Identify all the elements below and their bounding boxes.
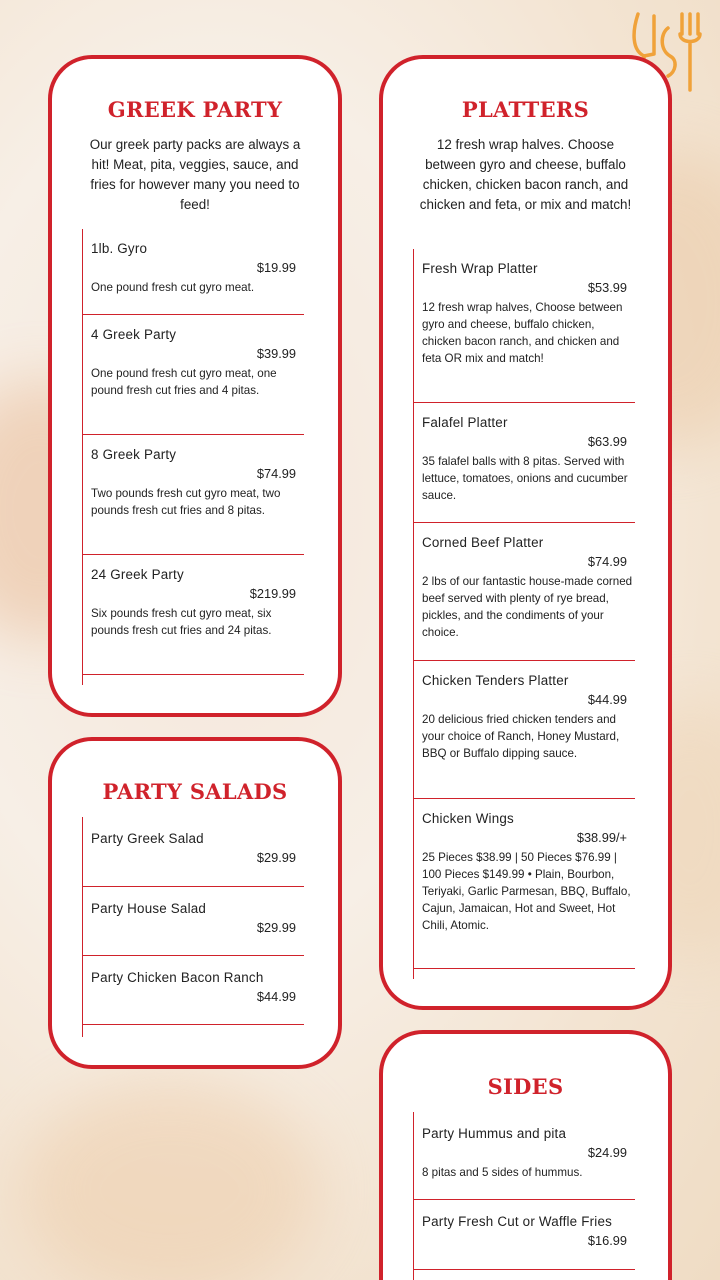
item-price: $74.99: [256, 466, 296, 481]
section-intro: Our greek party packs are always a hit! Meat, pita, veggies, sauce, and fries for however many you need to feed!: [89, 137, 301, 212]
section-intro: 12 fresh wrap halves. Choose between gyro and cheese, buffalo chicken, chicken bacon ranch, and chicken and feta, or mix and match!: [419, 137, 632, 212]
item-description: 2 lbs of our fantastic house-made corned beef served with plenty of rye bread, pickles, and the condiments of your choice.: [422, 575, 633, 639]
item-description: 12 fresh wrap halves, Choose between gyro and cheese, buffalo chicken, chicken bacon ranch, and chicken and feta OR mix and match!: [422, 301, 623, 365]
sides-card: [379, 1030, 672, 1280]
item-name: 8 Greek Party: [91, 447, 177, 462]
item-name: Party Fresh Cut or Waffle Fries: [422, 1214, 612, 1229]
item-name: Party Greek Salad: [91, 831, 204, 846]
item-price: $16.99: [587, 1233, 627, 1248]
item-price: $38.99/+: [576, 830, 627, 845]
background-blob: [20, 1080, 320, 1280]
menu-item[interactable]: [414, 661, 635, 799]
item-description: Two pounds fresh cut gyro meat, two pounds fresh cut fries and 8 pitas.: [91, 487, 281, 517]
item-price: $44.99: [256, 989, 296, 1004]
item-price: $24.99: [587, 1145, 627, 1160]
item-description: Six pounds fresh cut gyro meat, six pounds fresh cut fries and 24 pitas.: [91, 607, 272, 637]
item-name: 24 Greek Party: [91, 567, 184, 582]
menu-item[interactable]: [414, 249, 635, 403]
item-price: $53.99: [587, 280, 627, 295]
item-name: Falafel Platter: [422, 415, 508, 430]
menu-item-list: [82, 817, 304, 1037]
item-price: $29.99: [256, 850, 296, 865]
item-name: Chicken Tenders Platter: [422, 673, 569, 688]
section-title: PARTY SALADS: [102, 779, 288, 804]
menu-item[interactable]: [414, 523, 635, 661]
item-name: Chicken Wings: [422, 811, 514, 826]
menu-item[interactable]: [83, 435, 304, 555]
menu-item[interactable]: [83, 315, 304, 435]
item-name: Corned Beef Platter: [422, 535, 544, 550]
greek-party-card: [48, 55, 342, 717]
menu-item-list: [413, 249, 635, 979]
section-title: SIDES: [487, 1074, 564, 1099]
section-title: PLATTERS: [461, 97, 590, 122]
item-description: 35 falafel balls with 8 pitas. Served with lettuce, tomatoes, onions and cucumber sauce.: [422, 455, 628, 502]
menu-item-list: [413, 1112, 635, 1280]
menu-item[interactable]: [414, 1200, 635, 1270]
menu-item[interactable]: [83, 887, 304, 956]
item-name: 4 Greek Party: [91, 327, 177, 342]
item-name: 1lb. Gyro: [91, 241, 148, 256]
item-price: $39.99: [256, 346, 296, 361]
item-description: One pound fresh cut gyro meat.: [91, 281, 255, 294]
item-name: Fresh Wrap Platter: [422, 261, 538, 276]
item-description: One pound fresh cut gyro meat, one pound fresh cut fries and 4 pitas.: [91, 367, 277, 397]
item-description: 8 pitas and 5 sides of hummus.: [422, 1166, 583, 1179]
item-description: 20 delicious fried chicken tenders and your choice of Ranch, Honey Mustard, BBQ or Buffalo dipping sauce.: [422, 713, 620, 760]
menu-item[interactable]: [83, 817, 304, 887]
menu-item[interactable]: [83, 229, 304, 315]
menu-item-list: [82, 229, 304, 685]
menu-item[interactable]: [83, 956, 304, 1025]
item-name: Party Hummus and pita: [422, 1126, 567, 1141]
menu-item[interactable]: [83, 555, 304, 675]
item-price: $74.99: [587, 554, 627, 569]
item-price: $44.99: [587, 692, 627, 707]
item-price: $63.99: [587, 434, 627, 449]
menu-item[interactable]: [414, 799, 635, 969]
item-name: Party House Salad: [91, 901, 207, 916]
platters-card: [379, 55, 672, 1010]
item-price: $19.99: [256, 260, 296, 275]
item-name: Party Chicken Bacon Ranch: [91, 970, 264, 985]
item-price: $219.99: [249, 586, 296, 601]
section-title: GREEK PARTY: [107, 97, 283, 122]
menu-item[interactable]: [414, 403, 635, 523]
item-description: 25 Pieces $38.99 | 50 Pieces $76.99 | 100 Pieces $149.99 • Plain, Bourbon, Teriyaki, Garlic Parmesan, BBQ, Buffalo, Cajun, Jamaican, Hot and Sweet, Hot Chili, Atomic.: [422, 851, 631, 932]
menu-item[interactable]: [414, 1112, 635, 1200]
party-salads-card: [48, 737, 342, 1069]
item-price: $29.99: [256, 920, 296, 935]
